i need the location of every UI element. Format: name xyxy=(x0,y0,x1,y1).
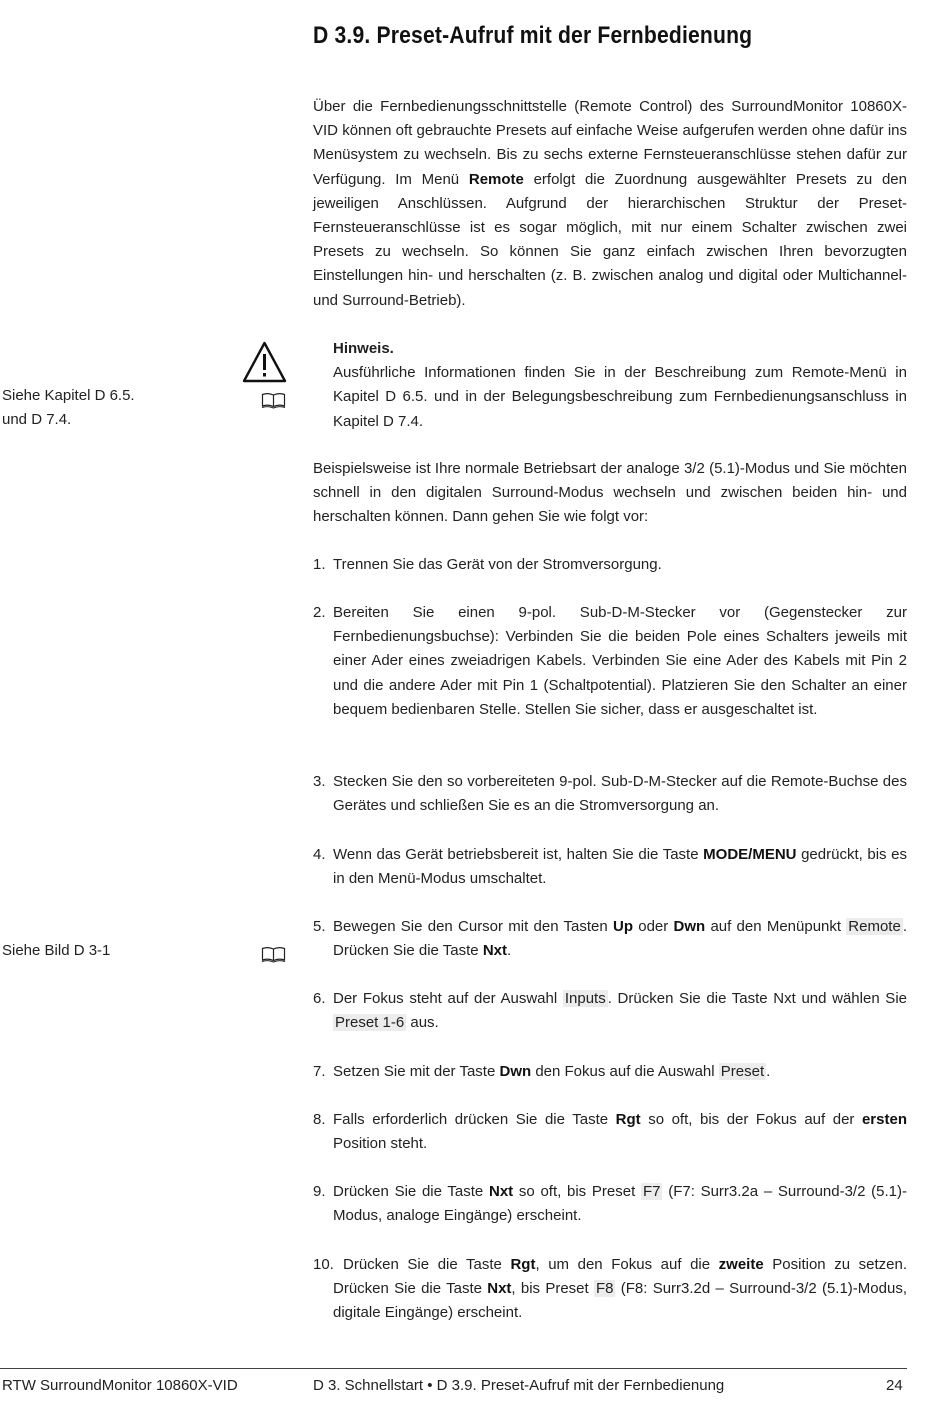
list-item xyxy=(313,987,907,1035)
list-item xyxy=(313,1108,907,1156)
footer-product: RTW SurroundMonitor 10860X-VID xyxy=(2,1377,238,1394)
step-text: Bereiten Sie einen 9-pol. Sub-D-M-Stecker vor (Gegenstecker zur Fernbedienungsbuchse): Verbinden Sie die beiden Pole eines Schalters jeweils mit einer Ader eines zweiadrigen Kabels. Verbinden Sie eine Ader des Kabels mit Pin 2 und die andere Ader mit Pin 1 (Schaltpotential). Platzieren Sie den Schalter an einer bequem bedienbaren Stelle. Stellen Sie sicher, dass er ausgeschaltet ist. xyxy=(333,604,907,718)
warning-triangle-icon xyxy=(242,341,287,383)
step-number: 7. xyxy=(313,1063,326,1080)
note-block xyxy=(333,337,907,434)
step-text: . xyxy=(766,1063,771,1080)
step-text: , um den Fokus auf die xyxy=(535,1256,719,1273)
list-item xyxy=(313,770,907,818)
emphasis: zweite xyxy=(718,1256,764,1273)
key-name: Nxt xyxy=(482,942,507,960)
list-item xyxy=(313,553,907,577)
step-number: 9. xyxy=(313,1183,326,1200)
side-ref-line-2: und D 7.4. xyxy=(2,411,72,429)
step-text: Trennen Sie das Gerät von der Stromversorgung. xyxy=(333,556,662,573)
step-text: Drücken Sie die Taste xyxy=(343,1256,511,1273)
step-number: 6. xyxy=(313,990,326,1007)
key-name: Nxt xyxy=(489,1183,514,1200)
page-title: D 3.9. Preset-Aufruf mit der Fernbedienung xyxy=(313,22,753,49)
menu-item-highlight: Inputs xyxy=(564,990,606,1007)
key-name: Rgt xyxy=(510,1256,536,1273)
step-text: Der Fokus steht auf der Auswahl xyxy=(333,990,563,1007)
step-text: Position steht. xyxy=(333,1135,428,1153)
step-text: so oft, bis Preset xyxy=(513,1183,641,1200)
note-heading: Hinweis. xyxy=(333,340,394,357)
step-number: 8. xyxy=(313,1111,326,1128)
list-item xyxy=(313,1253,907,1326)
step-text: Wenn das Gerät betriebsbereit ist, halten Sie die Taste xyxy=(333,846,704,863)
page-number: 24 xyxy=(886,1377,903,1394)
step-text: . Drücken Sie die Taste Nxt und wählen Sie xyxy=(607,990,907,1007)
step-text: Drücken Sie die Taste xyxy=(333,1183,489,1200)
intro-text-2: erfolgt die Zuordnung ausgewählter Presets zu den jeweiligen Anschlüssen. Aufgrund der hierarchischen Struktur der Preset-Fernsteueranschlüsse ist es sogar möglich, mit nur einem Schalter zwischen zwei Presets zu wechseln. So können Sie ganz einfach zwischen Ihren bevorzugten Einstellungen hin- und herschalten (z. B. zwischen analog und digital oder Multichannel- und Surround-Betrieb). xyxy=(313,170,907,309)
step-text: Setzen Sie mit der Taste xyxy=(333,1063,500,1080)
note-text: Ausführliche Informationen finden Sie in der Beschreibung zum Remote-Menü in Kapitel D 6.5. und in der Belegungsbeschreibung zum Fernbedienungsanschluss in Kapitel D 7.4. xyxy=(333,364,907,430)
step-text: gedrückt, bis es in den Menü-Modus umschaltet. xyxy=(333,846,907,888)
list-item xyxy=(313,843,907,891)
side-reference-figure: Siehe Bild D 3-1 xyxy=(2,942,111,959)
menu-item-highlight: F8 xyxy=(595,1280,614,1298)
step-text: auf den Menüpunkt xyxy=(705,918,847,935)
open-book-icon xyxy=(261,946,286,963)
footer-divider xyxy=(0,1368,907,1369)
step-number: 1. xyxy=(313,556,326,573)
step-number: 2. xyxy=(313,604,326,621)
step-text: Position zu setzen. Drücken Sie die Taste xyxy=(333,1256,907,1298)
step-number: 3. xyxy=(313,773,326,790)
footer-section: D 3. Schnellstart • D 3.9. Preset-Aufruf mit der Fernbedienung xyxy=(313,1377,725,1394)
step-text: aus. xyxy=(406,1014,439,1032)
key-name: Up xyxy=(612,918,633,935)
intro-paragraph xyxy=(313,95,907,313)
open-book-icon xyxy=(261,392,286,409)
step-text: , bis Preset xyxy=(511,1280,594,1298)
step-number: 10. xyxy=(313,1256,334,1273)
menu-item-highlight: F7 xyxy=(642,1183,661,1200)
step-text: (F8: Surr3.2d – Surround-3/2 (5.1)-Modus, digitale Eingänge) erscheint. xyxy=(333,1280,907,1322)
list-item xyxy=(313,915,907,963)
side-ref-line-1: Siehe Kapitel D 6.5. xyxy=(2,387,135,404)
menu-item-highlight: Remote xyxy=(848,918,901,935)
emphasis: ersten xyxy=(861,1111,907,1128)
key-name: Dwn xyxy=(673,918,706,935)
list-item xyxy=(313,1060,907,1084)
list-item xyxy=(313,601,907,722)
menu-item-highlight: Preset xyxy=(720,1063,765,1080)
side-reference-chapter xyxy=(2,384,135,432)
menu-item-highlight: Preset 1-6 xyxy=(335,1014,405,1032)
step-text: den Fokus auf die Auswahl xyxy=(531,1063,719,1080)
step-text: so oft, bis der Fokus auf der xyxy=(640,1111,862,1128)
key-name: Dwn xyxy=(499,1063,532,1080)
list-item xyxy=(313,1180,907,1228)
step-number: 4. xyxy=(313,846,326,863)
step-text: Stecken Sie den so vorbereiteten 9-pol. Sub-D-M-Stecker auf die Remote-Buchse des Gerätes und schließen Sie es an die Stromversorgung an. xyxy=(333,773,907,815)
step-text: . Drücken Sie die Taste xyxy=(333,918,907,960)
step-text: . xyxy=(506,942,512,960)
key-name: MODE/MENU xyxy=(703,846,797,863)
intro-remote-bold: Remote xyxy=(468,170,524,188)
step-text: oder xyxy=(632,918,674,935)
step-text: (F7: Surr3.2a – Surround-3/2 (5.1)-Modus, analoge Eingänge) erscheint. xyxy=(333,1183,907,1225)
example-paragraph: Beispielsweise ist Ihre normale Betriebsart der analoge 3/2 (5.1)-Modus und Sie möchten schnell in den digitalen Surround-Modus wechseln und zwischen beiden hin- und herschalten können. Dann gehen Sie wie folgt vor: xyxy=(313,460,907,526)
key-name: Nxt xyxy=(487,1280,512,1298)
intro-text-1: Über die Fernbedienungsschnittstelle (Remote Control) des SurroundMonitor 10860X-VID können oft gebrauchte Presets auf einfache Weise aufgerufen werden ohne dafür ins Menüsystem zu wechseln. Bis zu sechs externe Fernsteueranschlüsse stehen dafür zur Verfügung. Im Menü xyxy=(313,98,907,188)
step-number: 5. xyxy=(313,918,326,935)
key-name: Rgt xyxy=(615,1111,641,1128)
step-text: Bewegen Sie den Cursor mit den Tasten xyxy=(333,918,613,935)
step-text: Falls erforderlich drücken Sie die Taste xyxy=(333,1111,616,1128)
